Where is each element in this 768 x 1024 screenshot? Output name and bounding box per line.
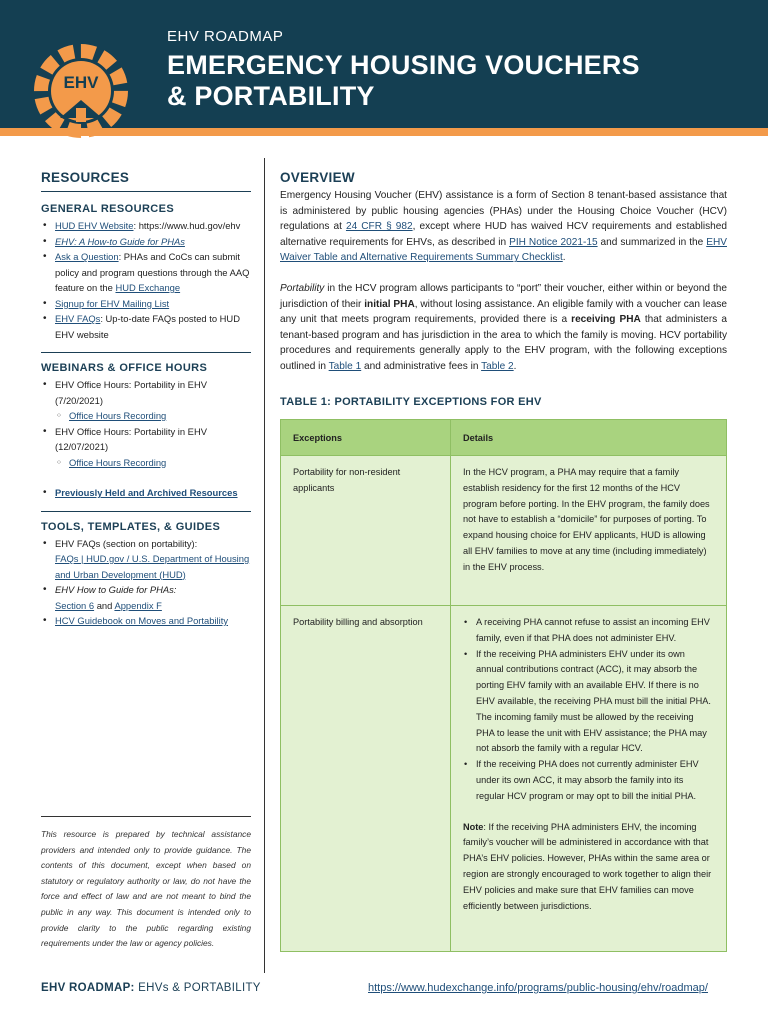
list-item: • A receiving PHA cannot refuse to assist an incoming EHV family, even if that PHA does not administer EHV. (463, 615, 714, 647)
mailing-list-link[interactable]: Signup for EHV Mailing List (55, 297, 170, 309)
svg-text:EHV: EHV (63, 73, 99, 92)
table-row (281, 456, 727, 606)
table-cell: In the HCV program, a PHA may require that a family establish residency for the first 12 months of the HCV program before porting. In the EHV program, the family does not have to establish a “domicile” for purposes of porting. To expand housing choice for EHV applicants, HUD is allowing all EHV families to move at any time (including immediately) in the EHV process. (451, 456, 727, 606)
table-1-link[interactable]: Table 1 (328, 360, 362, 372)
appendix-f-link[interactable]: Appendix F (114, 599, 162, 611)
general-resources-section (41, 203, 251, 342)
list-item: • HUD EHV Website: https://www.hud.gov/ehv (41, 218, 251, 234)
cfr-982-link[interactable]: 24 CFR § 982 (345, 221, 413, 233)
hud-ehv-website-link[interactable]: HUD EHV Website (55, 220, 134, 231)
column-divider (264, 158, 265, 973)
footer-label: EHV ROADMAP: EHVs & PORTABILITY (41, 982, 261, 994)
page-header (0, 0, 768, 130)
list-item: • EHV Office Hours: Portability in EHV (7/20/2021) ○ Office Hours Recording (41, 377, 251, 424)
section-divider (41, 352, 251, 353)
list-item: • If the receiving PHA does not currently administer EHV under its own ACC, it may absorb the family into its regular HCV program or may opt to bill the initial PHA. (463, 757, 714, 804)
tools-section (41, 521, 251, 629)
table-cell: Portability for non-resident applicants (281, 456, 451, 606)
archived-resources-link[interactable]: Previously Held and Archived Resources (55, 487, 238, 498)
list-item (41, 455, 251, 471)
header-accent-band (0, 128, 768, 136)
resources-sidebar (41, 170, 251, 629)
portability-paragraph: Portability in the HCV program allows participants to “port” their voucher, either within or beyond the jurisdiction of their initial PHA, without losing assistance. An eligible family with a voucher can lease any unit that meets program requirements, provided there is a receiving PHA that administers a tenant-based program and has jurisdiction in the area to which the family is moving. HCV portability procedures and requirements generally apply to the EHV program, with the following exceptions outlined in Table 1 and administrative fees in Table 2. (280, 282, 727, 372)
ehv-faqs-link[interactable]: EHV FAQs (55, 313, 101, 324)
section-6-link[interactable]: Section 6 (55, 599, 95, 611)
list-item: • EHV FAQs (section on portability): FAQs | HUD.gov / U.S. Department of Housing and Urban Development (HUD) (41, 536, 251, 583)
list-item (41, 234, 251, 250)
ehv-logo-icon (30, 40, 132, 142)
webinars-heading: WEBINARS & OFFICE HOURS (41, 362, 208, 374)
table-header-exceptions: Exceptions (281, 420, 451, 456)
section-divider (41, 511, 251, 512)
footer-url-link[interactable]: https://www.hudexchange.info/programs/public-housing/ehv/roadmap/ (368, 982, 708, 994)
general-resources-heading: GENERAL RESOURCES (41, 203, 175, 215)
eyebrow-text: EHV ROADMAP (167, 28, 284, 45)
list-item: • If the receiving PHA administers EHV under its own annual contributions contract (ACC), it may absorb the porting EHV family with an available EHV. If there is no EHV available, the receiving PHA must bill the initial PHA. The incoming family must be allowed by the receiving PHA to lease the unit with EHV assistance; the PHA may not absorb the family with a regular HCV. (463, 647, 714, 758)
table-row (281, 606, 727, 952)
table-note: Note: If the receiving PHA administers EHV, the incoming family’s voucher will be administered in accordance with that PHA’s EHV policies. However, PHAs within the same area or region are strongly encouraged to work together to align their EHV policies and make sure that EHV families can move efficiently between jurisdictions. (463, 821, 712, 911)
tools-heading: TOOLS, TEMPLATES, & GUIDES (41, 520, 221, 533)
list-item: • EHV How to Guide for PHAs: Section 6 and Appendix F (41, 582, 251, 613)
webinars-section (41, 362, 251, 501)
table-cell: Portability billing and absorption (281, 606, 451, 952)
faqs-hud-link[interactable]: FAQs | HUD.gov / U.S. Department of Housing and Urban Development (HUD) (55, 553, 250, 580)
list-item: • EHV Office Hours: Portability in EHV (12/07/2021) ○ Office Hours Recording (41, 424, 251, 471)
list-item: • EHV FAQs: Up-to-date FAQs posted to HUD EHV website (41, 311, 251, 342)
pih-notice-link[interactable]: PIH Notice 2021-15 (509, 236, 598, 248)
resources-heading: RESOURCES (41, 170, 251, 192)
ask-a-question-link[interactable]: Ask a Question (55, 251, 119, 262)
office-hours-recording-link[interactable]: Office Hours Recording (69, 456, 167, 468)
list-item (41, 408, 251, 424)
table-title: TABLE 1: PORTABILITY EXCEPTIONS FOR EHV (280, 395, 542, 408)
list-item: • Ask a Question: PHAs and CoCs can submit policy and program questions through the AAQ feature on the HUD Exchange (41, 249, 251, 296)
list-item (41, 485, 251, 501)
list-item (41, 613, 251, 629)
overview-heading: OVERVIEW (280, 170, 355, 185)
waiver-table-link[interactable]: EHV Waiver Table and Alternative Requirements Summary Checklist (280, 236, 727, 264)
portability-exceptions-table (280, 419, 727, 952)
hcv-guidebook-link[interactable]: HCV Guidebook on Moves and Portability (55, 615, 229, 626)
disclaimer: This resource is prepared by technical assistance providers and intended only to provide guidance. The contents of this document, except when based on statutory or regulatory authority or law, do not have the force and effect of law and are not meant to bind the public in any way. This document is intended only to provide clarity to the public regarding existing requirements under the law or agency policies. (41, 816, 251, 952)
overview-paragraph: Emergency Housing Voucher (EHV) assistance is a form of Section 8 tenant-based assistance that is administered by public housing agencies (PHAs) under the Housing Choice Voucher (HCV) regulations at 24 CFR § 982, except where HUD has waived HCV requirements and established alternative requirements for EHVs, as described in PIH Notice 2021-15 and summarized in the EHV Waiver Table and Alternative Requirements Summary Checklist. (280, 190, 727, 264)
page-title: EMERGENCY HOUSING VOUCHERS & PORTABILITY (167, 50, 640, 111)
table-2-link[interactable]: Table 2 (481, 360, 514, 372)
list-item (41, 296, 251, 312)
main-content (280, 170, 727, 408)
hud-exchange-link[interactable]: HUD Exchange (115, 282, 181, 293)
table-cell (451, 606, 727, 952)
office-hours-recording-link[interactable]: Office Hours Recording (69, 410, 167, 421)
table-header-row (281, 420, 727, 456)
how-to-guide-link[interactable]: EHV: A How-to Guide for PHAs (55, 235, 185, 247)
table-header-details: Details (451, 420, 727, 456)
